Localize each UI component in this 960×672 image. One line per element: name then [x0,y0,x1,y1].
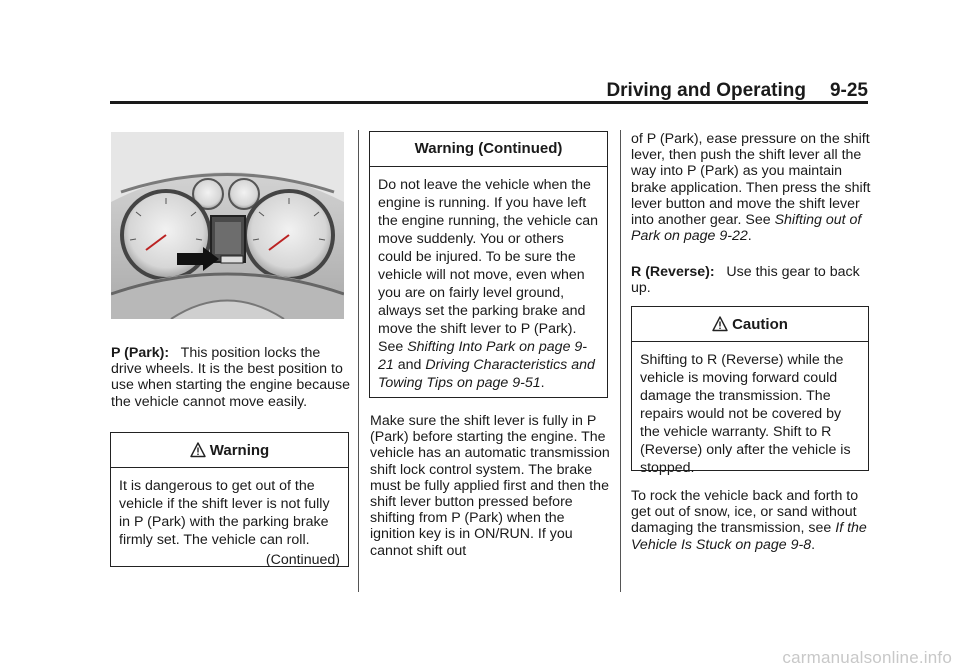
section-title: Driving and Operating [606,80,806,101]
caution-triangle-icon [712,310,728,346]
shifting-out-of-park-link[interactable]: Shifting out of Park on page 9-22 [631,212,862,245]
instrument-cluster-image [111,132,344,319]
caution-box [631,306,869,476]
continued-label: (Continued) [265,552,340,568]
caution-title: Caution [732,316,788,333]
rock-vehicle-paragraph [631,488,871,553]
warning-body [111,468,348,575]
shift-lock-paragraph: Make sure the shift lever is fully in P (Park) before starting the engine. The vehicle has an automatic transmission shift lock control system. The brake must be fully applied first and then the shift lever button pressed before shifting from P (Park) when the ignition key is in ON/RUN. If you cannot shift out [370,413,610,559]
header-rule [110,101,868,104]
warning-continued-title: Warning (Continued) [414,140,563,157]
warning-continued-header [370,132,607,167]
running-header [110,78,868,102]
reverse-paragraph [631,264,871,296]
end-period: . [540,375,545,391]
page-number: 9-25 [829,80,868,101]
watermark: carmanualsonline.info [782,648,952,667]
warning-title: Warning [209,442,270,459]
park-text: This position locks the drive wheels. It is the best position to use when starting the engine because the vehicle cannot move easily. [111,345,350,410]
rock-vehicle-text: To rock the vehicle back and forth to get out of snow, ice, or sand without damaging the transmission, see [631,488,859,537]
reverse-text: Use this gear to back up. [631,264,860,297]
para2-end: . [811,536,816,553]
reverse-label: R (Reverse): [631,264,715,280]
ease-pressure-text: of P (Park), ease pressure on the shift lever, then push the shift lever all the way into P (Park) as you maintain brake application. Then press the shift lever button and move the shift lever into another gear. See [631,131,871,229]
warning-continued-body [370,167,607,398]
and-text: and [393,357,426,373]
warning-continued-box [369,131,608,398]
warning-continued-text: Do not leave the vehicle when the engine is running. If you have left the engine running, the vehicle can move suddenly. You or others could be injured. To be sure the vehicle will not move, even when you are on fairly level ground, always set the parking brake and move the shift lever to P (Park). See [378,177,599,355]
warning-text: It is dangerous to get out of the vehicle if the shift lever is not fully in P (Park) with the parking brake firmly set. The vehicle can roll. [119,478,330,548]
warning-header [111,433,348,468]
caution-header [632,307,868,342]
park-paragraph [111,345,351,410]
header-text [606,80,868,102]
warning-box [110,432,349,567]
warning-triangle-icon [190,436,206,472]
shifting-into-park-link[interactable]: Shifting Into Park on page 9-21 [378,339,588,373]
caution-body: Shifting to R (Reverse) while the vehicle is moving forward could damage the transmission. The repairs would not be covered by the vehicle warranty. Shift to R (Reverse) only after the vehicle is stopped. [640,352,851,476]
instrument-cluster-illustration [111,132,344,319]
column-divider-1 [358,130,359,592]
ease-pressure-paragraph [631,131,871,244]
park-label: P (Park): [111,345,170,361]
para1-end: . [747,228,752,245]
column-divider-2 [620,130,621,592]
towing-tips-link[interactable]: Driving Characteristics and Towing Tips on page 9-51 [378,357,595,391]
vehicle-stuck-link[interactable]: If the Vehicle Is Stuck on page 9-8 [631,520,867,553]
